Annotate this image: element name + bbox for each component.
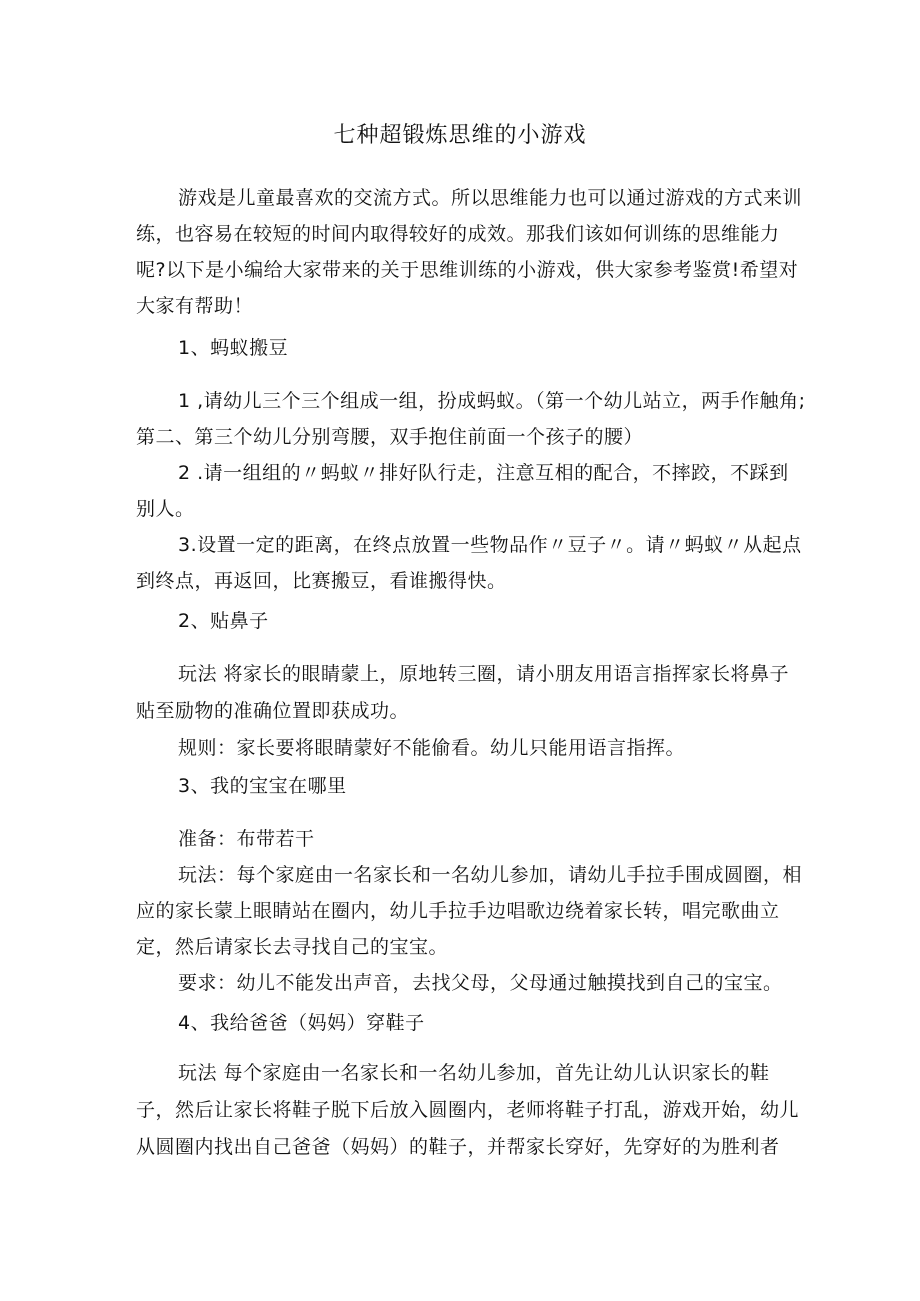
paragraph-baby-method: 玩法：每个家庭由一名家长和一名幼儿参加，请幼儿手拉手围成圆圈，相应的家长蒙上眼睛站在圈内，幼儿手拉手边唱歌边绕着家长转，唱完歌曲立定，然后请家长去寻找自己的宝宝。 (136, 864, 803, 958)
paragraph-shoes-method: 玩法 每个家庭由一名家长和一名幼儿参加，首先让幼儿认识家长的鞋子，然后让家长将鞋子脱下后放入圆圈内，老师将鞋子打乱，游戏开始，幼儿从圆圈内找出自己爸爸（妈妈）的鞋子，并帮家长穿好，先穿好的为胜利者 (136, 1062, 800, 1158)
paragraph-stick-nose-rules: 规则：家长要将眼睛蒙好不能偷看。幼儿只能用语言指挥。 (178, 737, 686, 759)
paragraph-stick-nose-method: 玩法 将家长的眼睛蒙上，原地转三圈，请小朋友用语言指挥家长将鼻子贴至励物的准确位置即获成功。 (136, 663, 790, 722)
section-heading (136, 770, 808, 802)
document-title: 七种超锻炼思维的小游戏 (333, 123, 587, 148)
section-body (136, 656, 808, 767)
paragraph-step-2: 2 .请一组组的〃蚂蚁〃排好队行走，注意互相的配合，不摔跤，不踩到别人。 (136, 462, 789, 520)
section-body (136, 821, 808, 1001)
paragraph-baby-requirements: 要求：幼儿不能发出声音，去找父母，父母通过触摸找到自己的宝宝。 (178, 972, 783, 994)
heading-stick-nose: 2、贴鼻子 (178, 610, 269, 632)
paragraph-preparation: 准备：布带若干 (178, 828, 315, 850)
section-body (136, 383, 808, 599)
section-heading (136, 1007, 808, 1039)
paragraph-step-3: 3.设置一定的距离，在终点放置一些物品作〃豆子〃。请〃蚂蚁〃从起点到终点，再返回，比赛搬豆，看谁搬得快。 (136, 534, 802, 592)
heading-where-is-my-baby: 3、我的宝宝在哪里 (178, 775, 347, 797)
intro-paragraph (136, 180, 808, 324)
section-body (136, 1055, 808, 1166)
paragraph-step-1: 1 ,请幼儿三个三个组成一组，扮成蚂蚁。（第一个幼儿站立，两手作触角;第二、第三个幼儿分别弯腰，双手抱住前面一个孩子的腰） (136, 390, 806, 448)
heading-ant-moving-beans: 1、蚂蚁搬豆 (178, 337, 289, 359)
section-heading (136, 332, 808, 364)
heading-put-on-shoes: 4、我给爸爸（妈妈）穿鞋子 (178, 1012, 425, 1034)
section-heading (136, 605, 808, 637)
paragraph-intro: 游戏是儿童最喜欢的交流方式。所以思维能力也可以通过游戏的方式来训练，也容易在较短的时间内取得较好的成效。那我们该如何训练的思维能力呢?以下是小编给大家带来的关于思维训练的小游戏，供大家参考鉴赏!希望对大家有帮助！ (136, 187, 803, 317)
